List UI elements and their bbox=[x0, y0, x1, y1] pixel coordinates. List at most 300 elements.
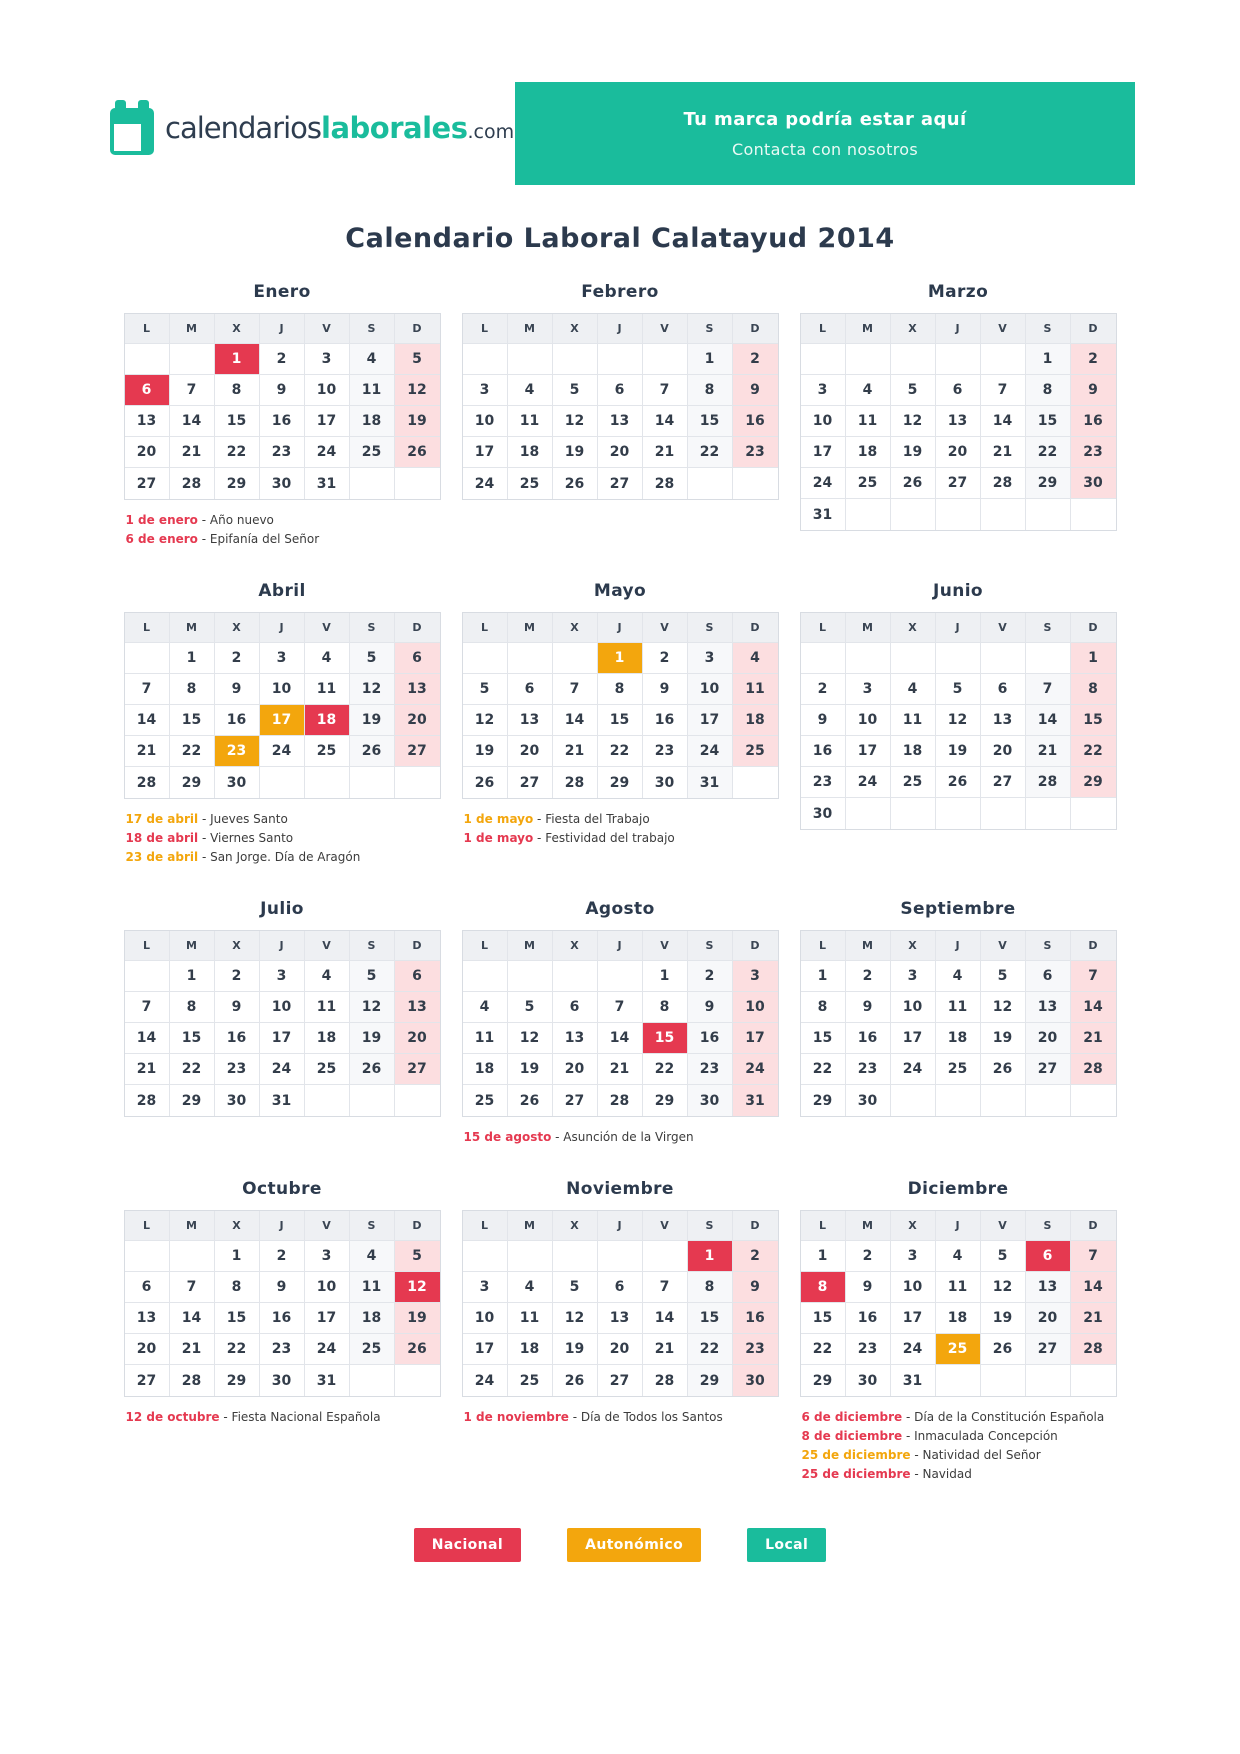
day-cell: 14 bbox=[643, 1303, 688, 1334]
day-cell: 22 bbox=[801, 1334, 846, 1365]
day-cell: 8 bbox=[215, 1272, 260, 1303]
day-cell: 18 bbox=[846, 437, 891, 468]
day-cell: 14 bbox=[125, 705, 170, 736]
day-cell: 6 bbox=[395, 961, 440, 992]
day-cell: 3 bbox=[891, 1241, 936, 1272]
day-cell: 28 bbox=[1026, 767, 1071, 798]
empty-day-cell bbox=[170, 1241, 215, 1272]
day-cell: 3 bbox=[260, 961, 305, 992]
month-table-noviembre bbox=[462, 1210, 779, 1397]
legend-button-local[interactable]: Local bbox=[747, 1528, 826, 1562]
day-cell-holiday-nacional: 15 bbox=[643, 1023, 688, 1054]
weekday-header-row bbox=[463, 314, 778, 344]
holiday-note-date: 1 de noviembre bbox=[463, 1410, 569, 1424]
day-cell: 9 bbox=[643, 674, 688, 705]
holiday-note-text: - Fiesta Nacional Española bbox=[219, 1410, 381, 1424]
day-cell: 11 bbox=[733, 674, 778, 705]
holiday-note bbox=[802, 1465, 1117, 1484]
weekday-header-cell: S bbox=[688, 931, 733, 961]
day-cell: 7 bbox=[1071, 961, 1116, 992]
week-row bbox=[463, 961, 778, 992]
day-cell: 26 bbox=[981, 1334, 1026, 1365]
day-cell: 10 bbox=[305, 1272, 350, 1303]
weekday-header-cell: D bbox=[733, 613, 778, 643]
holiday-notes-mayo bbox=[462, 810, 779, 848]
day-cell: 1 bbox=[1071, 643, 1116, 674]
month-title-enero: Enero bbox=[253, 282, 311, 302]
month-table-julio bbox=[124, 930, 441, 1117]
week-row bbox=[463, 705, 778, 736]
holiday-note-date: 25 de diciembre bbox=[801, 1467, 911, 1481]
day-cell: 2 bbox=[643, 643, 688, 674]
weekday-header-cell: S bbox=[1026, 931, 1071, 961]
day-cell: 29 bbox=[170, 767, 215, 798]
day-cell-holiday-nacional: 6 bbox=[1026, 1241, 1071, 1272]
empty-day-cell bbox=[846, 344, 891, 375]
weekday-header-cell: V bbox=[305, 931, 350, 961]
legend-button-autonomico[interactable]: Autonómico bbox=[567, 1528, 701, 1562]
day-cell: 8 bbox=[643, 992, 688, 1023]
week-row bbox=[463, 406, 778, 437]
logo-part-calendarios: calendarios bbox=[165, 110, 322, 145]
day-cell: 23 bbox=[1071, 437, 1116, 468]
day-cell: 13 bbox=[395, 992, 440, 1023]
day-cell: 20 bbox=[598, 437, 643, 468]
day-cell: 27 bbox=[508, 767, 553, 798]
empty-day-cell bbox=[801, 344, 846, 375]
day-cell: 10 bbox=[891, 992, 936, 1023]
day-cell: 7 bbox=[981, 375, 1026, 406]
day-cell: 25 bbox=[891, 767, 936, 798]
day-cell: 5 bbox=[395, 1241, 440, 1272]
day-cell: 20 bbox=[1026, 1023, 1071, 1054]
day-cell: 20 bbox=[553, 1054, 598, 1085]
weekday-header-cell: S bbox=[1026, 314, 1071, 344]
weekday-header-cell: D bbox=[395, 1211, 440, 1241]
weekday-header-row bbox=[801, 613, 1116, 643]
day-cell: 6 bbox=[936, 375, 981, 406]
day-cell: 2 bbox=[846, 1241, 891, 1272]
day-cell: 22 bbox=[215, 1334, 260, 1365]
day-cell: 3 bbox=[846, 674, 891, 705]
day-cell: 28 bbox=[170, 1365, 215, 1396]
day-cell: 5 bbox=[891, 375, 936, 406]
logo-part-laborales: laborales bbox=[321, 110, 468, 145]
week-row bbox=[801, 1054, 1116, 1085]
day-cell: 14 bbox=[553, 705, 598, 736]
weekday-header-cell: L bbox=[463, 314, 508, 344]
day-cell: 4 bbox=[733, 643, 778, 674]
weekday-header-cell: J bbox=[936, 314, 981, 344]
week-row bbox=[125, 1334, 440, 1365]
day-cell: 30 bbox=[733, 1365, 778, 1396]
day-cell: 1 bbox=[1026, 344, 1071, 375]
weekday-header-cell: J bbox=[936, 931, 981, 961]
empty-day-cell bbox=[508, 1241, 553, 1272]
week-row bbox=[801, 1303, 1116, 1334]
week-row bbox=[463, 1241, 778, 1272]
week-row bbox=[463, 643, 778, 674]
day-cell: 12 bbox=[508, 1023, 553, 1054]
week-row bbox=[463, 1334, 778, 1365]
week-row bbox=[801, 736, 1116, 767]
weekday-header-row bbox=[125, 613, 440, 643]
empty-day-cell bbox=[553, 961, 598, 992]
empty-day-cell bbox=[981, 1365, 1026, 1396]
day-cell: 28 bbox=[170, 468, 215, 499]
day-cell: 25 bbox=[463, 1085, 508, 1116]
weekday-header-cell: V bbox=[981, 314, 1026, 344]
weekday-header-cell: V bbox=[643, 931, 688, 961]
day-cell: 11 bbox=[508, 406, 553, 437]
month-title-abril: Abril bbox=[258, 581, 306, 601]
holiday-notes-octubre bbox=[124, 1408, 441, 1427]
week-row bbox=[801, 705, 1116, 736]
month-mayo bbox=[462, 581, 779, 848]
day-cell: 27 bbox=[598, 1365, 643, 1396]
day-cell: 16 bbox=[260, 1303, 305, 1334]
day-cell: 19 bbox=[981, 1303, 1026, 1334]
day-cell: 7 bbox=[553, 674, 598, 705]
day-cell: 20 bbox=[598, 1334, 643, 1365]
month-julio bbox=[124, 899, 441, 1117]
calendar-logo-icon bbox=[110, 100, 156, 156]
month-title-mayo: Mayo bbox=[593, 581, 647, 601]
day-cell: 23 bbox=[260, 437, 305, 468]
day-cell: 27 bbox=[395, 1054, 440, 1085]
day-cell: 15 bbox=[215, 1303, 260, 1334]
empty-day-cell bbox=[936, 344, 981, 375]
day-cell: 8 bbox=[1026, 375, 1071, 406]
day-cell: 10 bbox=[733, 992, 778, 1023]
empty-day-cell bbox=[553, 1241, 598, 1272]
day-cell: 29 bbox=[598, 767, 643, 798]
empty-day-cell bbox=[891, 798, 936, 829]
holiday-note-text: - Navidad bbox=[910, 1467, 972, 1481]
weekday-header-cell: D bbox=[395, 931, 440, 961]
day-cell: 29 bbox=[801, 1365, 846, 1396]
week-row bbox=[125, 406, 440, 437]
day-cell: 16 bbox=[846, 1303, 891, 1334]
day-cell: 11 bbox=[350, 375, 395, 406]
day-cell: 16 bbox=[733, 1303, 778, 1334]
day-cell: 13 bbox=[125, 406, 170, 437]
weekday-header-cell: M bbox=[508, 314, 553, 344]
day-cell: 20 bbox=[508, 736, 553, 767]
day-cell: 9 bbox=[733, 375, 778, 406]
day-cell: 7 bbox=[125, 992, 170, 1023]
day-cell: 11 bbox=[936, 992, 981, 1023]
day-cell: 16 bbox=[846, 1023, 891, 1054]
day-cell: 18 bbox=[733, 705, 778, 736]
day-cell: 21 bbox=[598, 1054, 643, 1085]
empty-day-cell bbox=[936, 499, 981, 530]
month-title-diciembre: Diciembre bbox=[907, 1179, 1009, 1199]
logo-text bbox=[165, 110, 515, 145]
empty-day-cell bbox=[463, 643, 508, 674]
week-row bbox=[801, 798, 1116, 829]
day-cell: 13 bbox=[395, 674, 440, 705]
day-cell: 23 bbox=[733, 437, 778, 468]
day-cell-holiday-nacional: 18 bbox=[305, 705, 350, 736]
day-cell: 4 bbox=[891, 674, 936, 705]
weekday-header-cell: M bbox=[508, 613, 553, 643]
day-cell: 5 bbox=[553, 375, 598, 406]
holiday-note bbox=[464, 810, 779, 829]
day-cell: 27 bbox=[125, 468, 170, 499]
day-cell: 6 bbox=[395, 643, 440, 674]
empty-day-cell bbox=[598, 961, 643, 992]
day-cell: 13 bbox=[125, 1303, 170, 1334]
day-cell: 28 bbox=[125, 1085, 170, 1116]
empty-day-cell bbox=[553, 643, 598, 674]
weekday-header-cell: V bbox=[643, 613, 688, 643]
weekday-header-cell: J bbox=[936, 1211, 981, 1241]
day-cell: 18 bbox=[508, 437, 553, 468]
day-cell: 14 bbox=[1071, 1272, 1116, 1303]
week-row bbox=[463, 1272, 778, 1303]
page-title: Calendario Laboral Calatayud 2014 bbox=[345, 223, 895, 254]
day-cell: 30 bbox=[688, 1085, 733, 1116]
holiday-note-date: 25 de diciembre bbox=[801, 1448, 911, 1462]
day-cell: 24 bbox=[305, 437, 350, 468]
day-cell: 3 bbox=[801, 375, 846, 406]
day-cell: 26 bbox=[553, 468, 598, 499]
week-row bbox=[125, 468, 440, 499]
week-row bbox=[463, 736, 778, 767]
week-row bbox=[125, 643, 440, 674]
weekday-header-cell: D bbox=[1071, 314, 1116, 344]
empty-day-cell bbox=[981, 499, 1026, 530]
week-row bbox=[125, 375, 440, 406]
weekday-header-cell: L bbox=[125, 931, 170, 961]
week-row bbox=[801, 406, 1116, 437]
holiday-note bbox=[126, 829, 441, 848]
day-cell: 23 bbox=[215, 1054, 260, 1085]
empty-day-cell bbox=[643, 344, 688, 375]
weekday-header-cell: D bbox=[1071, 1211, 1116, 1241]
week-row bbox=[125, 1023, 440, 1054]
day-cell: 19 bbox=[553, 1334, 598, 1365]
day-cell: 26 bbox=[395, 437, 440, 468]
day-cell: 4 bbox=[508, 375, 553, 406]
day-cell: 8 bbox=[215, 375, 260, 406]
day-cell: 21 bbox=[1026, 736, 1071, 767]
day-cell: 9 bbox=[846, 992, 891, 1023]
day-cell: 3 bbox=[305, 344, 350, 375]
holiday-note bbox=[126, 530, 441, 549]
day-cell: 2 bbox=[733, 344, 778, 375]
legend-button-nacional[interactable]: Nacional bbox=[414, 1528, 521, 1562]
day-cell: 2 bbox=[801, 674, 846, 705]
empty-day-cell bbox=[508, 961, 553, 992]
day-cell: 17 bbox=[688, 705, 733, 736]
weekday-header-cell: X bbox=[891, 1211, 936, 1241]
day-cell: 10 bbox=[463, 406, 508, 437]
day-cell: 22 bbox=[215, 437, 260, 468]
month-table-septiembre bbox=[800, 930, 1117, 1117]
weekday-header-cell: X bbox=[891, 613, 936, 643]
empty-day-cell bbox=[1026, 1085, 1071, 1116]
day-cell: 12 bbox=[350, 992, 395, 1023]
weekday-header-row bbox=[463, 613, 778, 643]
day-cell: 29 bbox=[801, 1085, 846, 1116]
day-cell: 9 bbox=[801, 705, 846, 736]
day-cell: 7 bbox=[170, 1272, 215, 1303]
holiday-note-text: - Fiesta del Trabajo bbox=[533, 812, 650, 826]
day-cell: 16 bbox=[733, 406, 778, 437]
empty-day-cell bbox=[170, 344, 215, 375]
weekday-header-cell: X bbox=[891, 314, 936, 344]
day-cell: 9 bbox=[215, 674, 260, 705]
empty-day-cell bbox=[1026, 1365, 1071, 1396]
ad-banner[interactable] bbox=[515, 82, 1135, 185]
day-cell: 29 bbox=[215, 1365, 260, 1396]
week-row bbox=[125, 344, 440, 375]
day-cell: 1 bbox=[801, 1241, 846, 1272]
weekday-header-cell: S bbox=[350, 613, 395, 643]
month-table-marzo bbox=[800, 313, 1117, 531]
empty-day-cell bbox=[395, 1085, 440, 1116]
day-cell: 6 bbox=[1026, 961, 1071, 992]
site-logo[interactable] bbox=[110, 98, 514, 158]
holiday-notes-noviembre bbox=[462, 1408, 779, 1427]
day-cell: 3 bbox=[463, 375, 508, 406]
week-row bbox=[125, 961, 440, 992]
week-row bbox=[125, 1365, 440, 1396]
day-cell: 12 bbox=[395, 375, 440, 406]
weekday-header-cell: L bbox=[125, 1211, 170, 1241]
day-cell: 19 bbox=[395, 406, 440, 437]
weekday-header-row bbox=[125, 1211, 440, 1241]
empty-day-cell bbox=[125, 961, 170, 992]
week-row bbox=[463, 674, 778, 705]
empty-day-cell bbox=[891, 499, 936, 530]
weekday-header-cell: V bbox=[643, 314, 688, 344]
day-cell: 26 bbox=[395, 1334, 440, 1365]
weekday-header-cell: J bbox=[260, 314, 305, 344]
day-cell: 31 bbox=[891, 1365, 936, 1396]
day-cell: 4 bbox=[936, 961, 981, 992]
day-cell: 20 bbox=[125, 437, 170, 468]
day-cell: 22 bbox=[801, 1054, 846, 1085]
day-cell: 31 bbox=[305, 468, 350, 499]
empty-day-cell bbox=[981, 643, 1026, 674]
weekday-header-row bbox=[801, 314, 1116, 344]
banner-contact-link[interactable]: Contacta con nosotros bbox=[732, 139, 918, 159]
day-cell: 20 bbox=[981, 736, 1026, 767]
day-cell: 22 bbox=[598, 736, 643, 767]
week-row bbox=[463, 1054, 778, 1085]
empty-day-cell bbox=[891, 344, 936, 375]
weekday-header-cell: L bbox=[801, 1211, 846, 1241]
day-cell: 22 bbox=[170, 736, 215, 767]
day-cell: 27 bbox=[1026, 1054, 1071, 1085]
day-cell: 19 bbox=[936, 736, 981, 767]
day-cell: 28 bbox=[598, 1085, 643, 1116]
day-cell: 2 bbox=[215, 961, 260, 992]
day-cell: 1 bbox=[170, 961, 215, 992]
empty-day-cell bbox=[981, 344, 1026, 375]
day-cell: 15 bbox=[170, 705, 215, 736]
day-cell: 12 bbox=[936, 705, 981, 736]
day-cell-holiday-autonomico: 23 bbox=[215, 736, 260, 767]
day-cell: 27 bbox=[1026, 1334, 1071, 1365]
day-cell: 28 bbox=[1071, 1334, 1116, 1365]
day-cell: 28 bbox=[125, 767, 170, 798]
day-cell: 30 bbox=[260, 1365, 305, 1396]
day-cell: 16 bbox=[688, 1023, 733, 1054]
day-cell: 16 bbox=[215, 1023, 260, 1054]
day-cell-holiday-autonomico: 25 bbox=[936, 1334, 981, 1365]
weekday-header-row bbox=[801, 1211, 1116, 1241]
month-junio bbox=[800, 581, 1117, 830]
day-cell: 21 bbox=[643, 1334, 688, 1365]
months-grid bbox=[124, 282, 1117, 1484]
day-cell: 6 bbox=[981, 674, 1026, 705]
day-cell: 2 bbox=[260, 344, 305, 375]
day-cell: 15 bbox=[801, 1023, 846, 1054]
day-cell: 8 bbox=[598, 674, 643, 705]
holiday-note-text: - Viernes Santo bbox=[198, 831, 294, 845]
day-cell-holiday-autonomico: 17 bbox=[260, 705, 305, 736]
day-cell: 30 bbox=[801, 798, 846, 829]
day-cell: 26 bbox=[553, 1365, 598, 1396]
week-row bbox=[801, 1365, 1116, 1396]
day-cell: 2 bbox=[215, 643, 260, 674]
day-cell: 17 bbox=[305, 406, 350, 437]
day-cell: 19 bbox=[508, 1054, 553, 1085]
weekday-header-cell: M bbox=[846, 1211, 891, 1241]
weekday-header-row bbox=[801, 931, 1116, 961]
empty-day-cell bbox=[598, 1241, 643, 1272]
day-cell: 10 bbox=[688, 674, 733, 705]
holiday-note-text: - Asunción de la Virgen bbox=[551, 1130, 694, 1144]
day-cell: 31 bbox=[801, 499, 846, 530]
holiday-note-date: 15 de agosto bbox=[463, 1130, 552, 1144]
day-cell: 18 bbox=[350, 406, 395, 437]
weekday-header-cell: X bbox=[891, 931, 936, 961]
day-cell: 31 bbox=[305, 1365, 350, 1396]
day-cell: 8 bbox=[688, 375, 733, 406]
day-cell: 24 bbox=[733, 1054, 778, 1085]
empty-day-cell bbox=[981, 1085, 1026, 1116]
day-cell: 9 bbox=[1071, 375, 1116, 406]
holiday-notes-diciembre bbox=[800, 1408, 1117, 1484]
empty-day-cell bbox=[936, 1365, 981, 1396]
day-cell: 2 bbox=[846, 961, 891, 992]
weekday-header-cell: L bbox=[125, 314, 170, 344]
holiday-note-date: 6 de diciembre bbox=[801, 1410, 903, 1424]
day-cell: 4 bbox=[350, 344, 395, 375]
month-table-abril bbox=[124, 612, 441, 799]
day-cell: 14 bbox=[170, 406, 215, 437]
day-cell: 24 bbox=[846, 767, 891, 798]
day-cell: 20 bbox=[395, 1023, 440, 1054]
week-row bbox=[463, 1023, 778, 1054]
holiday-note-text: - Festividad del trabajo bbox=[533, 831, 675, 845]
month-table-febrero bbox=[462, 313, 779, 500]
month-title-septiembre: Septiembre bbox=[900, 899, 1016, 919]
day-cell: 22 bbox=[643, 1054, 688, 1085]
empty-day-cell bbox=[395, 767, 440, 798]
day-cell: 5 bbox=[981, 961, 1026, 992]
weekday-header-cell: S bbox=[350, 931, 395, 961]
holiday-note bbox=[464, 829, 779, 848]
day-cell: 20 bbox=[125, 1334, 170, 1365]
month-marzo bbox=[800, 282, 1117, 531]
day-cell: 8 bbox=[170, 674, 215, 705]
